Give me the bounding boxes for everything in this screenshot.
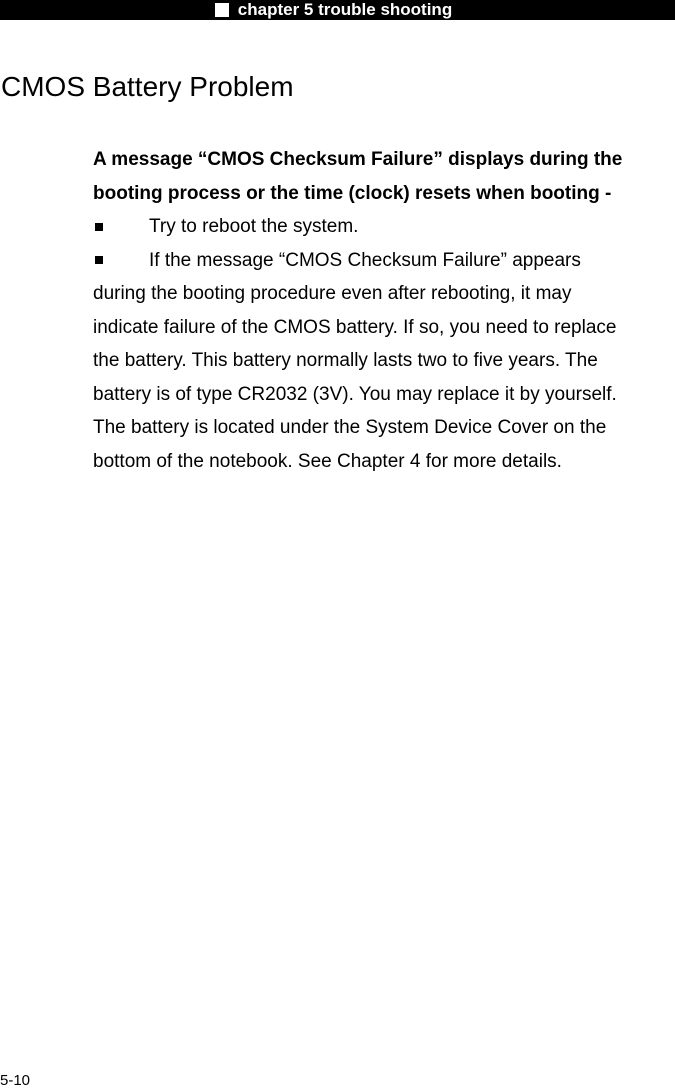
body-line-3: the battery. This battery normally lasts two to five years. The [93,350,598,371]
body-line-6: bottom of the notebook. See Chapter 4 for more details. [93,450,562,472]
troubleshooting-content [93,143,675,478]
bullet-text-reboot: Try to reboot the system. [149,216,359,237]
page-number: 5-10 [0,1072,31,1089]
body-line-2: indicate failure of the CMOS battery. If so, you need to replace [93,316,617,338]
body-line-1: during the booting procedure even after rebooting, it may [93,283,572,304]
chapter-title: chapter 5 trouble shooting [237,0,453,19]
square-bullet-icon [95,223,103,231]
bullet-item-cmos-message [93,244,675,278]
body-line-5: The battery is located under the System Device Cover on the [93,417,607,438]
bullet-item-reboot [93,210,675,244]
lead-line-2: booting process or the time (clock) resets when booting - [93,182,612,204]
square-bullet-icon [95,256,103,264]
chapter-header-content [215,0,452,20]
body-line-4: battery is of type CR2032 (3V). You may replace it by yourself. [93,383,617,405]
lead-line-1: A message “CMOS Checksum Failure” displays during the [93,149,623,170]
chapter-header-bar [0,0,675,20]
bullet-text-cmos-message: If the message “CMOS Checksum Failure” appears [149,249,581,271]
section-title: CMOS Battery Problem [1,71,294,102]
square-marker-icon [215,3,229,17]
